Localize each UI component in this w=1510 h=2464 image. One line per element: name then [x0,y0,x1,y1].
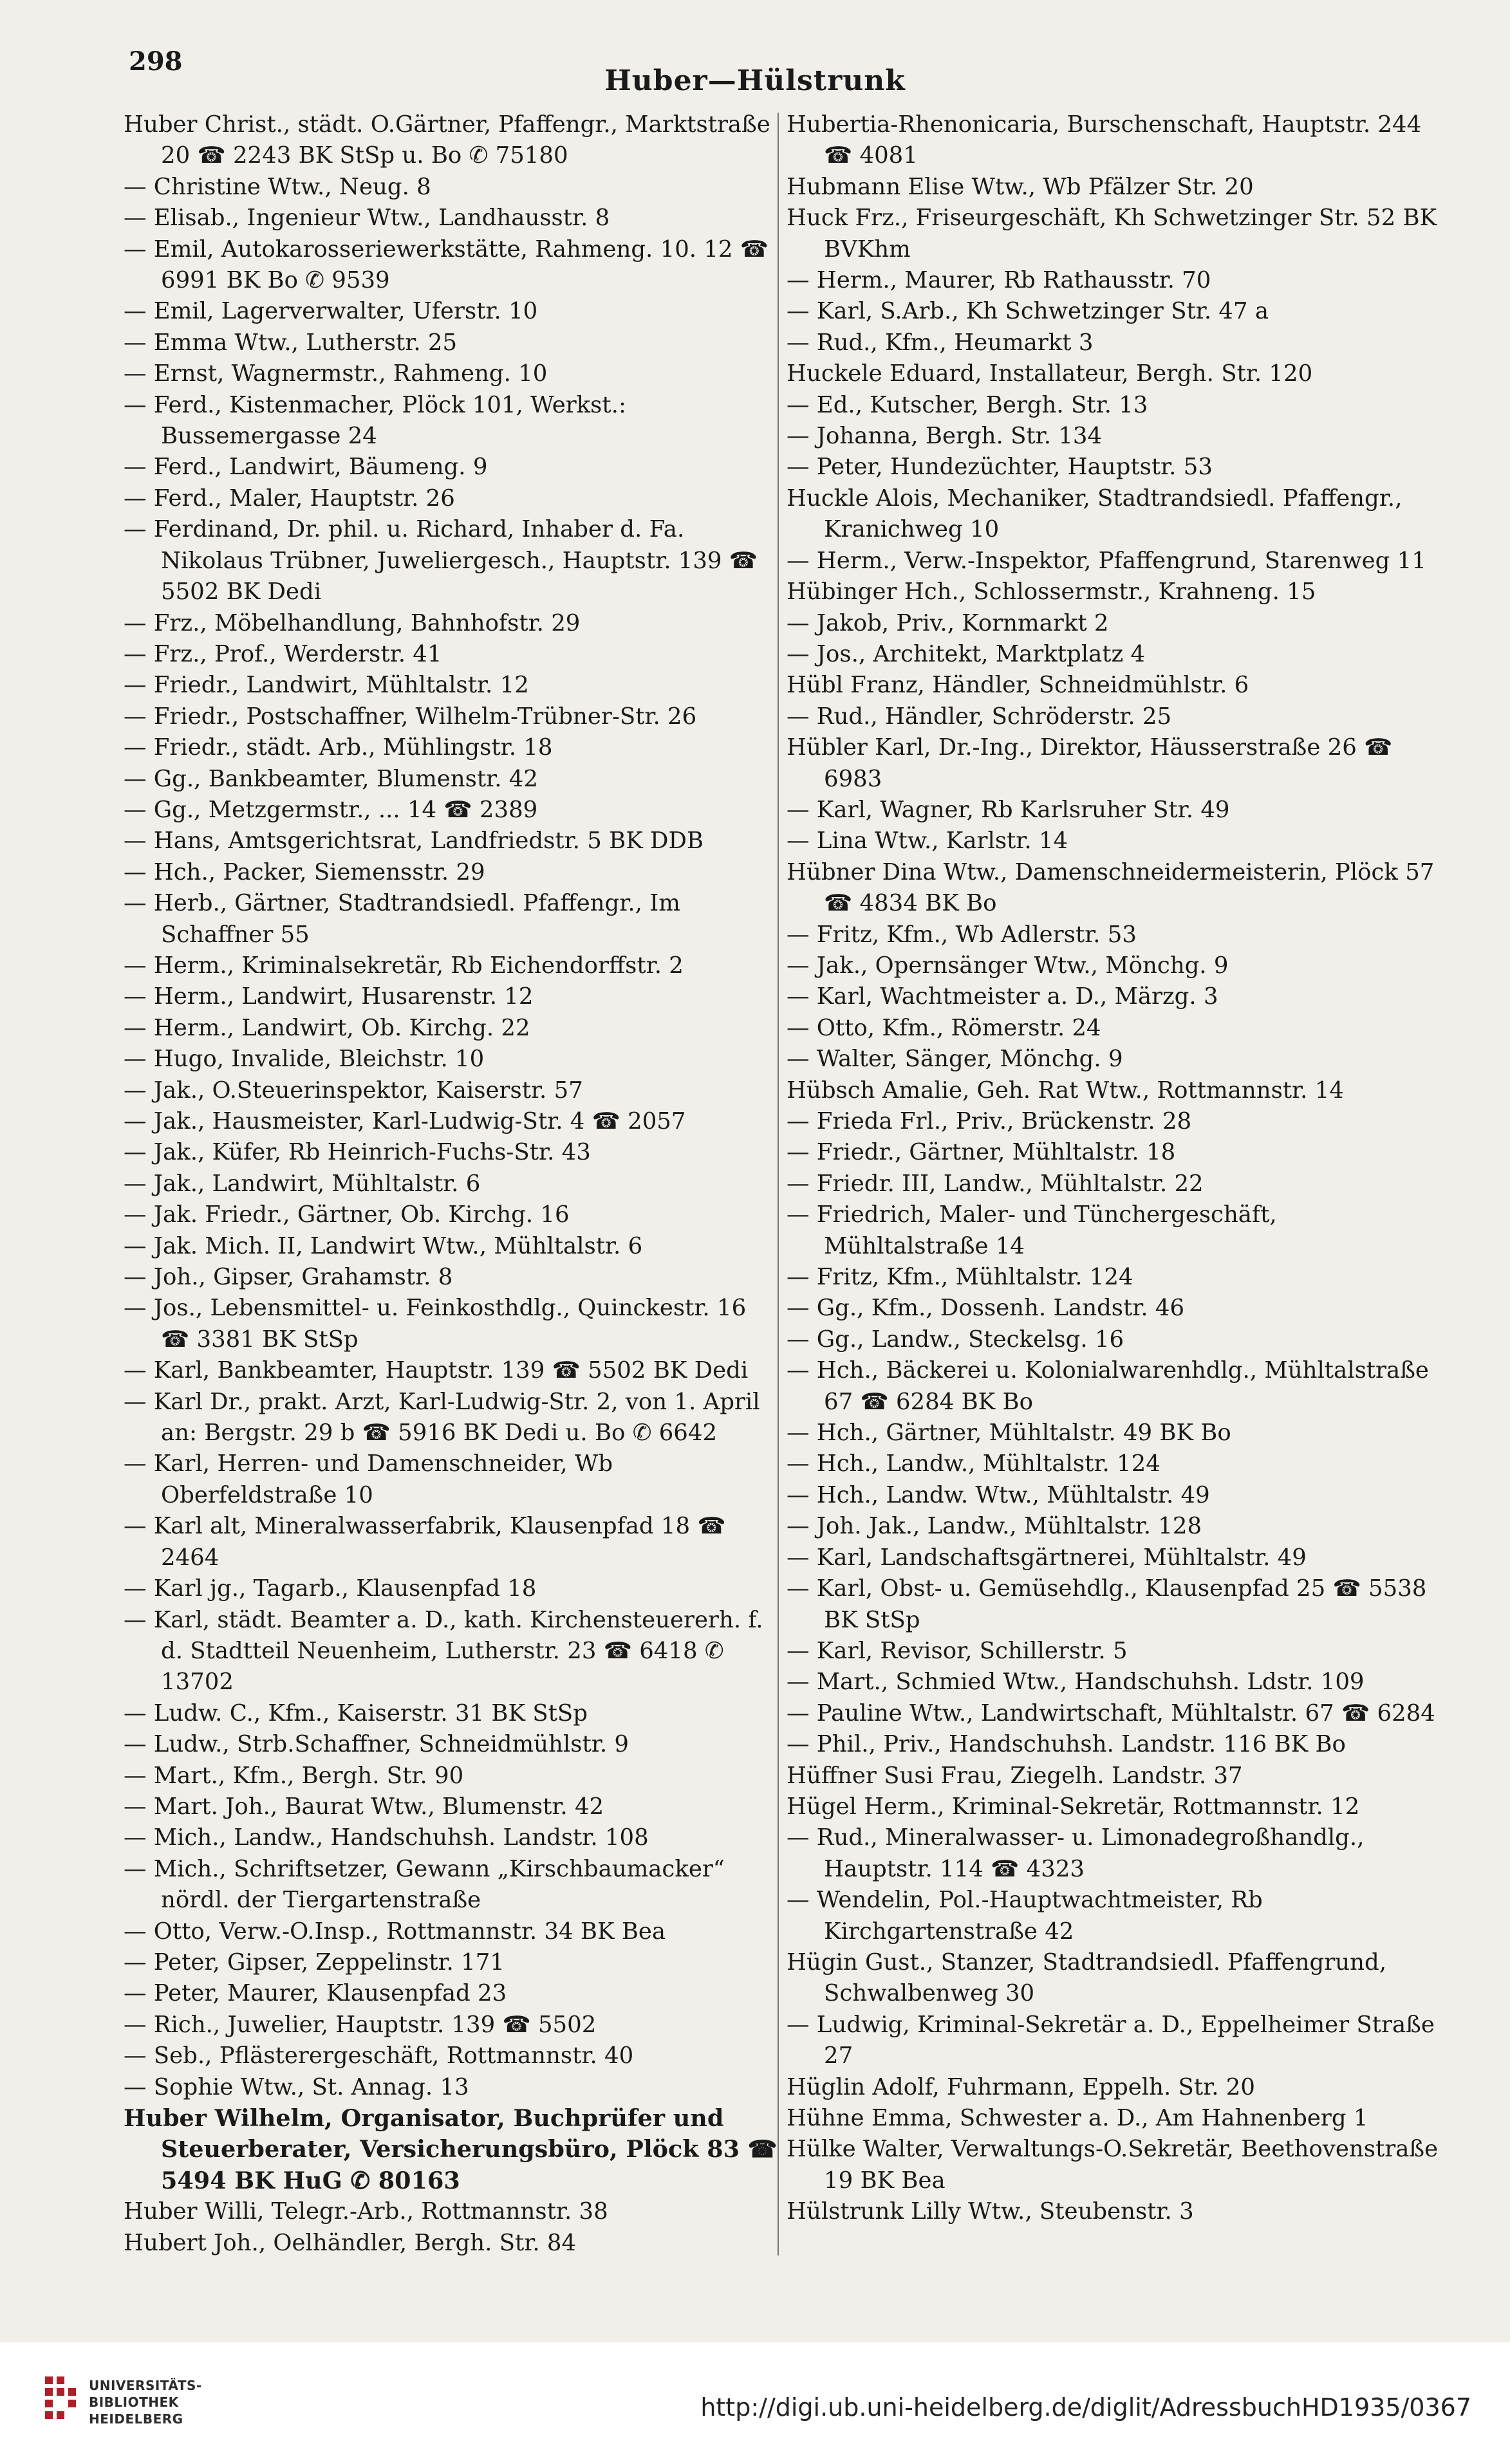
directory-entry: Hübsch Amalie, Geh. Rat Wtw., Rottmannstr. 14 [787,1077,1344,1104]
library-name: UNIVERSITÄTS- BIBLIOTHEK HEIDELBERG [89,2378,202,2427]
directory-entry: — Jak. Friedr., Gärtner, Ob. Kirchg. 16 [124,1201,570,1228]
directory-entry: — Rich., Juwelier, Hauptstr. 139 ☎ 5502 [124,2011,597,2038]
directory-entry: — Karl, städt. Beamter a. D., kath. Kirchensteuererh. f. d. Stadtteil Neuenheim, Lutherstr. 23 ☎ 6418 ✆ 13702 [124,1606,763,1696]
directory-entry: — Herm., Maurer, Rb Rathausstr. 70 [787,267,1211,294]
directory-entry: — Karl, Wachtmeister a. D., Märzg. 3 [787,983,1218,1010]
directory-entry: — Friedr., städt. Arb., Mühlingstr. 18 [124,734,553,761]
directory-entry: Hüglin Adolf, Fuhrmann, Eppelh. Str. 20 [787,2073,1255,2100]
left-column [124,109,780,2259]
directory-entry: — Ferd., Maler, Hauptstr. 26 [124,485,455,512]
directory-entry: — Friedr., Gärtner, Mühltalstr. 18 [787,1139,1176,1166]
directory-entry: Hülke Walter, Verwaltungs-O.Sekretär, Beethovenstraße 19 BK Bea [787,2136,1439,2194]
directory-entry: Huber Christ., städt. O.Gärtner, Pfaffengr., Marktstraße 20 ☎ 2243 BK StSp u. Bo ✆ 75180 [124,111,770,169]
directory-entry: — Hch., Landw., Mühltalstr. 124 [787,1450,1160,1477]
directory-entry: — Jos., Architekt, Marktplatz 4 [787,640,1146,667]
directory-entry: Hühne Emma, Schwester a. D., Am Hahnenberg 1 [787,2105,1368,2131]
directory-entry: Huber Wilhelm, Organisator, Buchprüfer und Steuerberater, Versicherungsbüro, Plöck 83 ☎ 5494 BK HuG ✆ 80163 [124,2104,778,2194]
directory-entry: — Emil, Autokarosseriewerkstätte, Rahmeng. 10. 12 ☎ 6991 BK Bo ✆ 9539 [124,236,769,294]
directory-entry: — Karl jg., Tagarb., Klausenpfad 18 [124,1575,537,1602]
directory-entry: — Frz., Prof., Werderstr. 41 [124,640,442,667]
directory-entry: — Otto, Kfm., Römerstr. 24 [787,1014,1101,1041]
directory-entry: — Jak., Landwirt, Mühltalstr. 6 [124,1170,481,1197]
directory-entry: Hubert Joh., Oelhändler, Bergh. Str. 84 [124,2229,577,2256]
directory-entry: — Friedr., Postschaffner, Wilhelm-Trübner-Str. 26 [124,703,697,730]
directory-entry: — Fritz, Kfm., Wb Adlerstr. 53 [787,921,1137,948]
directory-entry: — Hans, Amtsgerichtsrat, Landfriedstr. 5 BK DDB [124,828,704,855]
directory-entry: — Ludw. C., Kfm., Kaiserstr. 31 BK StSp [124,1700,588,1727]
directory-entry: Hübinger Hch., Schlossermstr., Krahneng. 15 [787,579,1316,606]
directory-entry: — Herm., Kriminalsekretär, Rb Eichendorffstr. 2 [124,952,684,979]
directory-entry: Hübner Dina Wtw., Damenschneidermeisterin, Plöck 57 ☎ 4834 BK Bo [787,858,1435,917]
directory-entry: — Friedrich, Maler- und Tünchergeschäft, Mühltalstraße 14 [787,1201,1277,1259]
directory-entry: — Christine Wtw., Neug. 8 [124,173,431,200]
directory-entry: Hubmann Elise Wtw., Wb Pfälzer Str. 20 [787,173,1254,200]
directory-entry: Huckle Alois, Mechaniker, Stadtrandsiedl. Pfaffengr., Kranichweg 10 [787,485,1403,543]
library-logo-icon [45,2376,77,2424]
directory-entry: — Hch., Bäckerei u. Kolonialwarenhdlg., Mühltalstraße 67 ☎ 6284 BK Bo [787,1357,1429,1415]
directory-entry: — Jak., Hausmeister, Karl-Ludwig-Str. 4 ☎ 2057 [124,1108,686,1135]
directory-entry: — Ferd., Kistenmacher, Plöck 101, Werkst.: Bussemergasse 24 [124,391,626,450]
directory-entry: — Gg., Bankbeamter, Blumenstr. 42 [124,765,538,792]
directory-entry: — Gg., Landw., Steckelsg. 16 [787,1326,1124,1353]
directory-entry: — Wendelin, Pol.-Hauptwachtmeister, Rb Kirchgartenstraße 42 [787,1887,1263,1945]
directory-entry: — Gg., Kfm., Dossenh. Landstr. 46 [787,1295,1185,1322]
directory-entry: — Karl, Revisor, Schillerstr. 5 [787,1637,1128,1664]
directory-entry: — Phil., Priv., Handschuhsh. Landstr. 116 BK Bo [787,1731,1346,1758]
directory-entry: — Jak., O.Steuerinspektor, Kaiserstr. 57 [124,1077,583,1104]
directory-entry: — Peter, Hundezüchter, Hauptstr. 53 [787,454,1213,481]
directory-entry: — Pauline Wtw., Landwirtschaft, Mühltalstr. 67 ☎ 6284 [787,1700,1435,1727]
source-url-link[interactable]: http://digi.ub.uni-heidelberg.de/diglit/AdressbuchHD1935/0367 [700,2393,1471,2422]
directory-entry: — Karl alt, Mineralwasserfabrik, Klausenpfad 18 ☎ 2464 [124,1513,726,1571]
directory-entry: Hügel Herm., Kriminal-Sekretär, Rottmannstr. 12 [787,1793,1360,1820]
directory-entry: — Mich., Schriftsetzer, Gewann „Kirschbaumacker“ nördl. der Tiergartenstraße [124,1855,725,1914]
directory-entry: — Ed., Kutscher, Bergh. Str. 13 [787,391,1148,418]
directory-entry: — Walter, Sänger, Mönchg. 9 [787,1046,1123,1073]
running-head: Huber—Hülstrunk [604,64,906,97]
directory-entry: — Karl Dr., prakt. Arzt, Karl-Ludwig-Str. 2, von 1. April an: Bergstr. 29 b ☎ 5916 BK Dedi u. Bo ✆ 6642 [124,1388,760,1447]
directory-entry: — Johanna, Bergh. Str. 134 [787,423,1103,450]
directory-entry: — Herm., Landwirt, Ob. Kirchg. 22 [124,1014,530,1041]
directory-entry: — Karl, Landschaftsgärtnerei, Mühltalstr. 49 [787,1544,1307,1571]
directory-entry: — Joh., Gipser, Grahamstr. 8 [124,1264,453,1291]
directory-entry: — Mich., Landw., Handschuhsh. Landstr. 108 [124,1824,649,1851]
directory-entry: Hübler Karl, Dr.-Ing., Direktor, Häusserstraße 26 ☎ 6983 [787,734,1393,792]
directory-entry: — Joh. Jak., Landw., Mühltalstr. 128 [787,1513,1202,1540]
directory-entry: — Karl, S.Arb., Kh Schwetzinger Str. 47 a [787,298,1269,325]
directory-entry: — Mart., Schmied Wtw., Handschuhsh. Ldstr. 109 [787,1669,1365,1696]
directory-entry: — Mart., Kfm., Bergh. Str. 90 [124,1762,464,1789]
directory-entry: — Hch., Packer, Siemensstr. 29 [124,858,485,885]
directory-entry: — Elisab., Ingenieur Wtw., Landhausstr. 8 [124,205,610,232]
directory-entry: — Jak., Küfer, Rb Heinrich-Fuchs-Str. 43 [124,1139,591,1166]
directory-entry: Hubertia-Rhenonicaria, Burschenschaft, Hauptstr. 244 ☎ 4081 [787,111,1422,169]
directory-entry: Huber Willi, Telegr.-Arb., Rottmannstr. 38 [124,2198,608,2225]
directory-entry: — Lina Wtw., Karlstr. 14 [787,828,1068,855]
directory-entry: — Ernst, Wagnermstr., Rahmeng. 10 [124,360,548,387]
directory-entry: — Ferd., Landwirt, Bäumeng. 9 [124,454,488,481]
directory-entry: — Emma Wtw., Lutherstr. 25 [124,329,458,356]
directory-entry: — Otto, Verw.-O.Insp., Rottmannstr. 34 BK Bea [124,1918,666,1945]
directory-entry: — Friedr., Landwirt, Mühltalstr. 12 [124,672,529,699]
right-column [787,109,1443,2259]
directory-entry: — Peter, Maurer, Klausenpfad 23 [124,1980,507,2007]
directory-entry: — Seb., Pflästerergeschäft, Rottmannstr. 40 [124,2043,634,2070]
directory-entry: — Hch., Landw. Wtw., Mühltalstr. 49 [787,1481,1210,1508]
directory-entry: — Friedr. III, Landw., Mühltalstr. 22 [787,1170,1204,1197]
directory-entry: — Hugo, Invalide, Bleichstr. 10 [124,1046,485,1073]
directory-entry: — Ludwig, Kriminal-Sekretär a. D., Eppelheimer Straße 27 [787,2011,1435,2070]
directory-entry: Hübl Franz, Händler, Schneidmühlstr. 6 [787,672,1249,699]
directory-entry: — Ferdinand, Dr. phil. u. Richard, Inhaber d. Fa. Nikolaus Trübner, Juweliergesch., Hauptstr. 139 ☎ 5502 BK Dedi [124,516,758,606]
directory-entry: — Karl, Bankbeamter, Hauptstr. 139 ☎ 5502 BK Dedi [124,1357,749,1384]
directory-entry: Hügin Gust., Stanzer, Stadtrandsiedl. Pfaffengrund, Schwalbenweg 30 [787,1949,1386,2007]
directory-entry: — Jak., Opernsänger Wtw., Mönchg. 9 [787,952,1229,979]
directory-entry: Hüffner Susi Frau, Ziegelh. Landstr. 37 [787,1762,1243,1789]
directory-entry: — Hch., Gärtner, Mühltalstr. 49 BK Bo [787,1420,1231,1447]
directory-entry: — Frz., Möbelhandlung, Bahnhofstr. 29 [124,609,581,636]
directory-entry: Huck Frz., Friseurgeschäft, Kh Schwetzinger Str. 52 BK BVKhm [787,205,1437,263]
directory-entry: — Karl, Obst- u. Gemüsehdlg., Klausenpfad 25 ☎ 5538 BK StSp [787,1575,1427,1633]
directory-entry: — Jakob, Priv., Kornmarkt 2 [787,609,1109,636]
directory-entry: — Herb., Gärtner, Stadtrandsiedl. Pfaffengr., Im Schaffner 55 [124,890,680,948]
directory-entry: — Emil, Lagerverwalter, Uferstr. 10 [124,298,538,325]
directory-entry: Huckele Eduard, Installateur, Bergh. Str. 120 [787,360,1313,387]
directory-entry: — Karl, Herren- und Damenschneider, Wb Oberfeldstraße 10 [124,1450,613,1508]
directory-entry: — Gg., Metzgermstr., ... 14 ☎ 2389 [124,796,538,823]
directory-entry: — Mart. Joh., Baurat Wtw., Blumenstr. 42 [124,1793,604,1820]
directory-entry: — Herm., Verw.-Inspektor, Pfaffengrund, Starenweg 11 [787,547,1426,574]
directory-entry: — Rud., Kfm., Heumarkt 3 [787,329,1094,356]
directory-entry: — Rud., Händler, Schröderstr. 25 [787,703,1172,730]
directory-entry: — Fritz, Kfm., Mühltalstr. 124 [787,1264,1133,1291]
directory-entry: — Sophie Wtw., St. Annag. 13 [124,2073,469,2100]
page-number: 298 [129,46,183,77]
directory-entry: — Rud., Mineralwasser- u. Limonadegroßhandlg., Hauptstr. 114 ☎ 4323 [787,1824,1365,1882]
directory-entry: — Ludw., Strb.Schaffner, Schneidmühlstr. 9 [124,1731,629,1758]
directory-entry: Hülstrunk Lilly Wtw., Steubenstr. 3 [787,2198,1194,2225]
directory-entry: — Herm., Landwirt, Husarenstr. 12 [124,983,534,1010]
directory-entry: — Jak. Mich. II, Landwirt Wtw., Mühltalstr. 6 [124,1232,643,1259]
column-divider [778,113,779,2256]
directory-entry: — Peter, Gipser, Zeppelinstr. 171 [124,1949,505,1976]
directory-entry: — Frieda Frl., Priv., Brückenstr. 28 [787,1108,1192,1135]
directory-entry: — Jos., Lebensmittel- u. Feinkosthdlg., Quinckestr. 16 ☎ 3381 BK StSp [124,1295,747,1353]
directory-entry: — Karl, Wagner, Rb Karlsruher Str. 49 [787,796,1230,823]
